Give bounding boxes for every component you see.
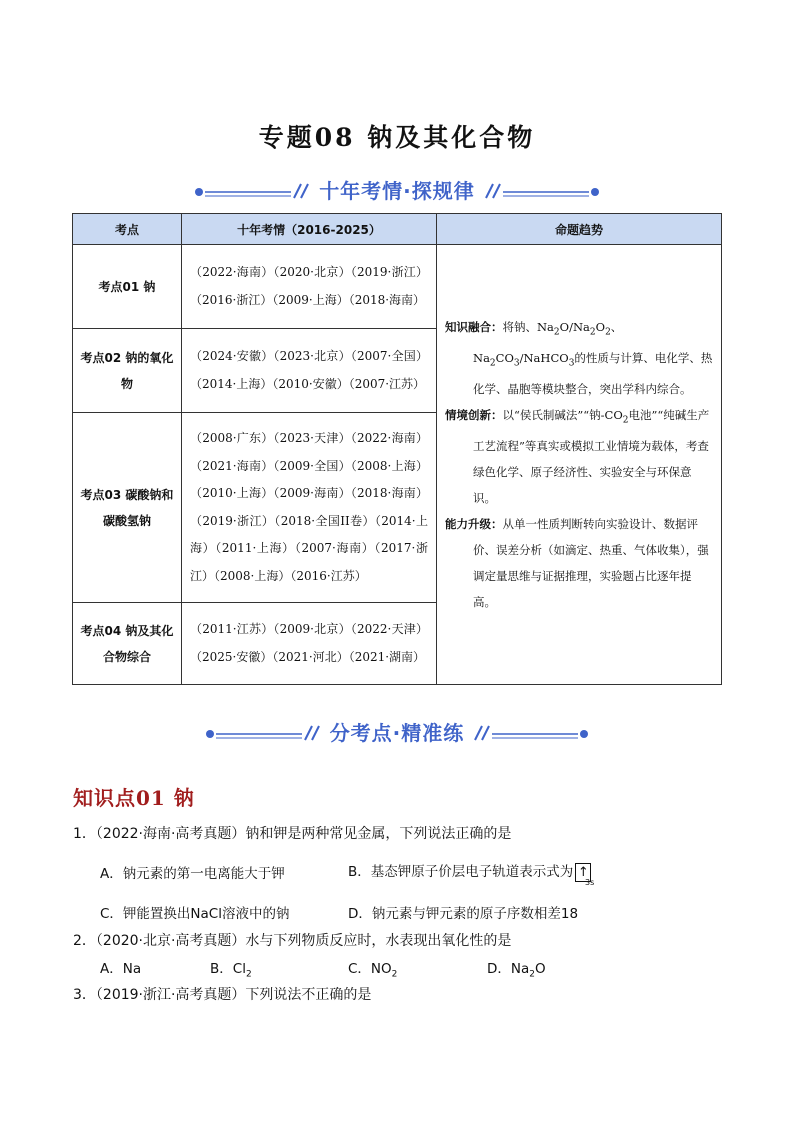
q2-option-a: A．Na xyxy=(100,961,142,977)
point-cell: 考点01 钠 xyxy=(73,245,182,329)
question-3-stem: 3．（2019·浙江·高考真题）下列说法不正确的是 xyxy=(73,987,372,1003)
trend-knowledge: 知识融合：将钠、$Na_2O/Na_2O_2$、$Na_2CO_3/NaHCO_3$的性质与计算、电化学、热化学、晶胞等模块整合，突出学科内综合。 xyxy=(445,319,713,397)
banner-left-deco-icon xyxy=(191,178,311,200)
years-cell: （2011·江苏）（2009·北京）（2022·天津）（2025·安徽）（2021·河北）（2021·湖南） xyxy=(182,603,437,685)
point-cell: 考点03 碳酸钠和碳酸氢钠 xyxy=(73,413,182,603)
question-2-stem: 2．（2020·北京·高考真题）水与下列物质反应时，水表现出氧化性的是 xyxy=(73,933,512,949)
banner-right-deco-icon xyxy=(483,178,603,200)
banner-title: 分考点·精准练 xyxy=(329,720,465,745)
table-row xyxy=(73,245,722,329)
header-cell-years: 十年考情（2016-2025） xyxy=(182,214,437,245)
years-cell: （2008·广东）（2023·天津）（2022·海南）（2021·海南）（2009·全国）（2008·上海）（2010·上海）（2009·海南）（2018·海南）（2019·浙江）（2018·全国II卷）（2014·上海）（2011·上海）（2007·海南）（2017·浙江）（2008·上海）（2016·江苏） xyxy=(182,413,437,603)
trend-cell xyxy=(437,245,722,685)
point-cell: 考点04 钠及其化合物综合 xyxy=(73,603,182,685)
q1-option-c: C．钾能置换出NaCl溶液中的钠 xyxy=(100,906,290,922)
question-1-stem: 1．（2022·海南·高考真题）钠和钾是两种常见金属，下列说法正确的是 xyxy=(73,826,512,842)
page-title: 专题08 钠及其化合物 xyxy=(258,123,536,152)
trend-ability: 能力升级：从单一性质判断转向实验设计、数据评价、误差分析（如滴定、热重、气体收集），强调定量思维与证据推理，实验题占比逐年提高。 xyxy=(445,517,709,610)
q2-option-c: C．$NO_2$ xyxy=(348,961,398,980)
q1-option-d: D．钠元素与钾元素的原子序数相差18 xyxy=(348,906,579,922)
banner-decennial xyxy=(0,174,794,204)
banner-right-deco-icon xyxy=(472,720,592,742)
section-heading: 知识点01 钠 xyxy=(73,786,195,810)
q2-option-b: B．$Cl_2$ xyxy=(210,961,252,980)
table-header-row xyxy=(73,214,722,245)
q1-option-b: B．基态钾原子价层电子轨道表示式为 ↑ xyxy=(348,860,591,882)
header-cell-point: 考点 xyxy=(73,214,182,245)
years-cell: （2024·安徽）（2023·北京）（2007·全国）（2014·上海）（2010·安徽）（2007·江苏） xyxy=(182,329,437,413)
q1-option-a: A．钠元素的第一电离能大于钾 xyxy=(100,866,285,882)
orbital-box-icon: ↑ xyxy=(575,863,591,882)
exam-trend-table xyxy=(72,213,722,685)
banner-practice xyxy=(0,716,794,746)
banner-title: 十年考情·探规律 xyxy=(319,178,475,203)
q2-option-d: D．$Na_2O$ xyxy=(487,961,546,980)
banner-left-deco-icon xyxy=(202,720,322,742)
orbital-label: 3s xyxy=(585,878,595,887)
point-cell: 考点02 钠的氧化物 xyxy=(73,329,182,413)
trend-context: 情境创新：以“侯氏制碱法”“钠$-CO_2$电池”“纯碱生产工艺流程”等真实或模拟工业情境为载体，考查绿色化学、原子经济性、实验安全与环保意识。 xyxy=(445,408,710,506)
years-cell: （2022·海南）（2020·北京）（2019·浙江）（2016·浙江）（2009·上海）（2018·海南） xyxy=(182,245,437,329)
header-cell-trend: 命题趋势 xyxy=(437,214,722,245)
